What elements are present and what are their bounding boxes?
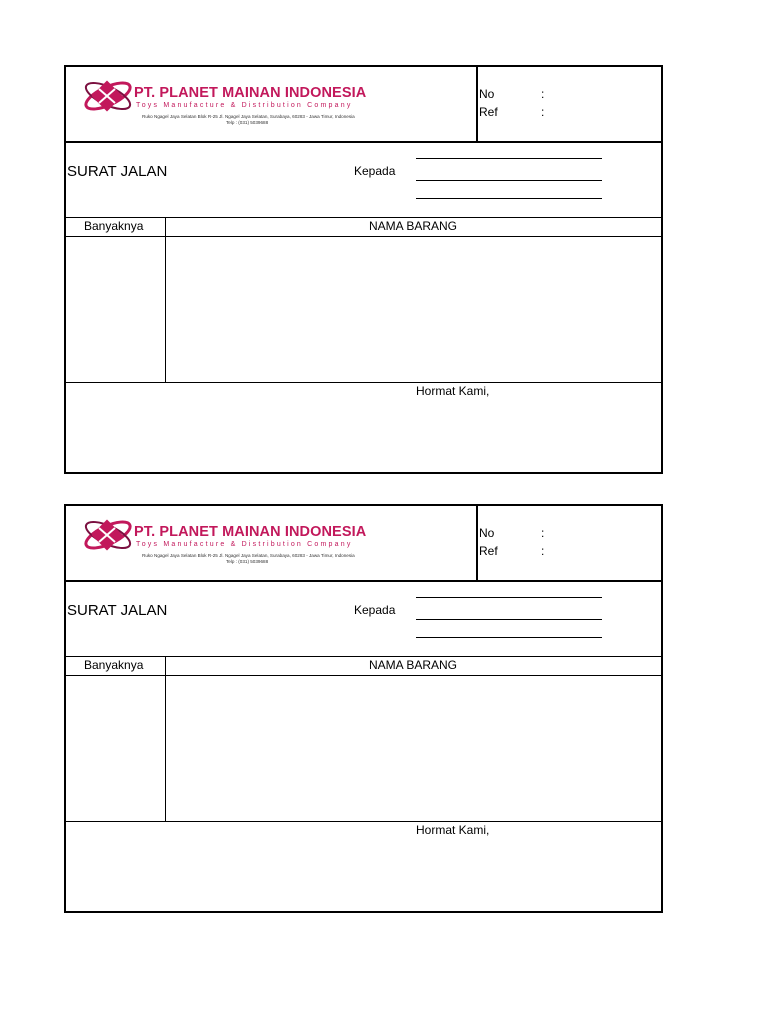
document-title: SURAT JALAN [67, 163, 168, 180]
company-address [142, 114, 355, 126]
address-line: Ruko Ngagel Jaya Selatan Blok R-25 Jl. Ngagel Jaya Selatan, Surabaya, 60283 - Jawa Timur, Indonesia [142, 553, 355, 558]
recipient-line [416, 198, 602, 199]
address-line: Ruko Ngagel Jaya Selatan Blok R-25 Jl. Ngagel Jaya Selatan, Surabaya, 60283 - Jawa Timur, Indonesia [142, 114, 355, 119]
company-tagline: Toys Manufacture & Distribution Company [136, 541, 353, 548]
ref-label: Ref [479, 105, 498, 119]
table-bottom-border [66, 382, 661, 383]
ref-colon: : [541, 544, 545, 558]
form-header [66, 506, 661, 582]
phone-line: Telp : (031) 5039688 [226, 120, 269, 125]
table-column-divider [165, 217, 166, 383]
no-colon: : [541, 87, 545, 101]
form-header [66, 67, 661, 143]
phone-line: Telp : (031) 5039688 [226, 559, 269, 564]
recipient-line [416, 597, 602, 598]
table-header-border [66, 236, 661, 237]
recipient-line [416, 158, 602, 159]
signoff-text: Hormat Kami, [416, 384, 490, 398]
ref-colon: : [541, 105, 545, 119]
table-top-border [66, 217, 661, 218]
column-header-quantity: Banyaknya [84, 658, 144, 672]
document-title: SURAT JALAN [67, 602, 168, 619]
recipient-line [416, 619, 602, 620]
kepada-label: Kepada [354, 164, 396, 178]
delivery-note-form [64, 504, 663, 913]
table-top-border [66, 656, 661, 657]
column-header-quantity: Banyaknya [84, 219, 144, 233]
column-header-item-name: NAMA BARANG [369, 658, 458, 672]
signoff-text: Hormat Kami, [416, 823, 490, 837]
table-bottom-border [66, 821, 661, 822]
kepada-label: Kepada [354, 603, 396, 617]
header-divider [476, 67, 478, 141]
no-colon: : [541, 526, 545, 540]
header-divider [476, 506, 478, 580]
company-name: PT. PLANET MAINAN INDONESIA [134, 524, 367, 540]
company-name: PT. PLANET MAINAN INDONESIA [134, 85, 367, 101]
planet-logo-icon [82, 77, 134, 115]
no-label: No [479, 87, 495, 101]
recipient-line [416, 637, 602, 638]
table-column-divider [165, 656, 166, 822]
company-address [142, 553, 355, 565]
column-header-item-name: NAMA BARANG [369, 219, 458, 233]
planet-logo-icon [82, 516, 134, 554]
company-tagline: Toys Manufacture & Distribution Company [136, 102, 353, 109]
delivery-note-form [64, 65, 663, 474]
no-label: No [479, 526, 495, 540]
table-header-border [66, 675, 661, 676]
ref-label: Ref [479, 544, 498, 558]
recipient-line [416, 180, 602, 181]
